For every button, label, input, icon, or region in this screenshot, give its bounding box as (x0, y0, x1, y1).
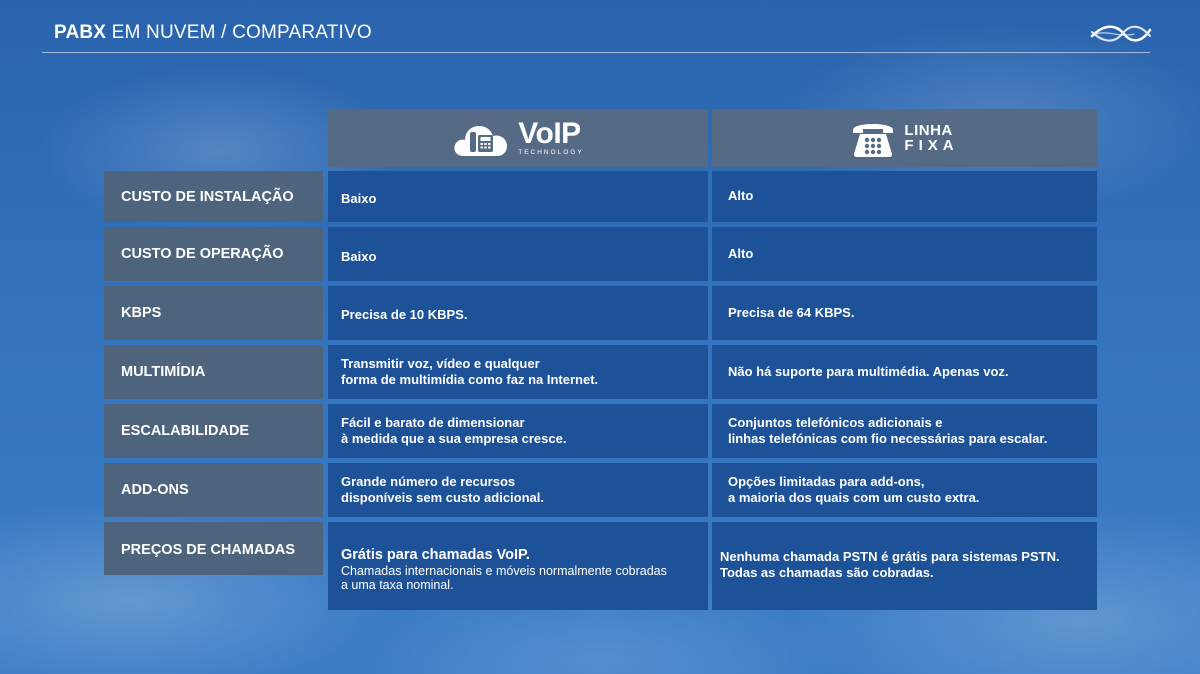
voip-custo-operacao (328, 227, 708, 281)
cell-text: Baixo (341, 190, 377, 206)
cell-text: Não há suporte para multimédia. Apenas voz. (728, 364, 1009, 379)
cell-text: Conjuntos telefónicos adicionais e (728, 415, 943, 430)
row-label-custo-operacao: CUSTO DE OPERAÇÃO (104, 227, 323, 281)
voip-precos-chamadas (328, 522, 708, 610)
stylized-wave-logo-icon (1090, 20, 1152, 48)
cell-text: Transmitir voz, vídeo e qualquer (341, 356, 540, 371)
cell-text: Precisa de 10 KBPS. (341, 307, 468, 322)
fixa-label: FIXA (904, 137, 959, 154)
cell-text: forma de multimídia como faz na Internet. (341, 372, 599, 387)
fixa-custo-operacao (712, 227, 1097, 281)
header-divider (42, 52, 1150, 53)
voip-add-ons (328, 463, 708, 517)
voip-subtitle: TECHNOLOGY (518, 149, 584, 156)
voip-kbps (328, 286, 708, 340)
fixa-escalabilidade (712, 404, 1097, 458)
row-label-multimidia: MULTIMÍDIA (104, 345, 323, 399)
row-label-escalabilidade: ESCALABILIDADE (104, 404, 323, 458)
cell-text: Nenhuma chamada PSTN é grátis para sistemas PSTN. (720, 549, 1060, 564)
cell-text: linhas telefónicas com fio necessárias para escalar. (728, 431, 1048, 446)
cell-text: Precisa de 64 KBPS. (728, 305, 855, 320)
fixa-multimidia (712, 345, 1097, 399)
cell-text: Chamadas internacionais e móveis normalmente cobradas (341, 564, 667, 578)
column-header-voip (328, 109, 708, 167)
cloud-phone-icon (452, 118, 510, 158)
cell-text: a uma taxa nominal. (341, 578, 454, 592)
row-label-custo-instalacao: CUSTO DE INSTALAÇÃO (104, 171, 323, 222)
cell-text: disponíveis sem custo adicional. (341, 490, 545, 505)
cell-title: Grátis para chamadas VoIP. (341, 547, 530, 563)
voip-multimidia (328, 345, 708, 399)
cell-text: Baixo (341, 249, 377, 264)
voip-escalabilidade (328, 404, 708, 458)
page-title (54, 22, 372, 44)
fixa-add-ons (712, 463, 1097, 517)
cell-text: Grande número de recursos (341, 474, 516, 489)
row-label-kbps: KBPS (104, 286, 323, 340)
voip-custo-instalacao (328, 171, 708, 222)
cell-text: à medida que a sua empresa cresce. (341, 431, 567, 446)
cell-text: Alto (728, 187, 754, 203)
fixa-kbps (712, 286, 1097, 340)
row-label-add-ons: ADD-ONS (104, 463, 323, 517)
fixa-precos-chamadas (712, 522, 1097, 610)
cell-text: Alto (728, 246, 754, 261)
cell-text: Opções limitadas para add-ons, (728, 474, 925, 489)
page-title-rest: EM NUVEM / COMPARATIVO (106, 22, 372, 43)
fixa-custo-instalacao (712, 171, 1097, 222)
cell-text: Todas as chamadas são cobradas. (720, 565, 934, 580)
voip-brand: VoIP (518, 117, 581, 150)
row-label-precos-chamadas: PREÇOS DE CHAMADAS (104, 522, 323, 575)
linha-label: LINHA (904, 122, 953, 139)
page-title-bold: PABX (54, 22, 107, 43)
cell-text: a maioria dos quais com um custo extra. (728, 490, 980, 505)
telephone-icon (850, 118, 896, 158)
column-header-linha-fixa (712, 109, 1097, 167)
cell-text: Fácil e barato de dimensionar (341, 415, 525, 430)
